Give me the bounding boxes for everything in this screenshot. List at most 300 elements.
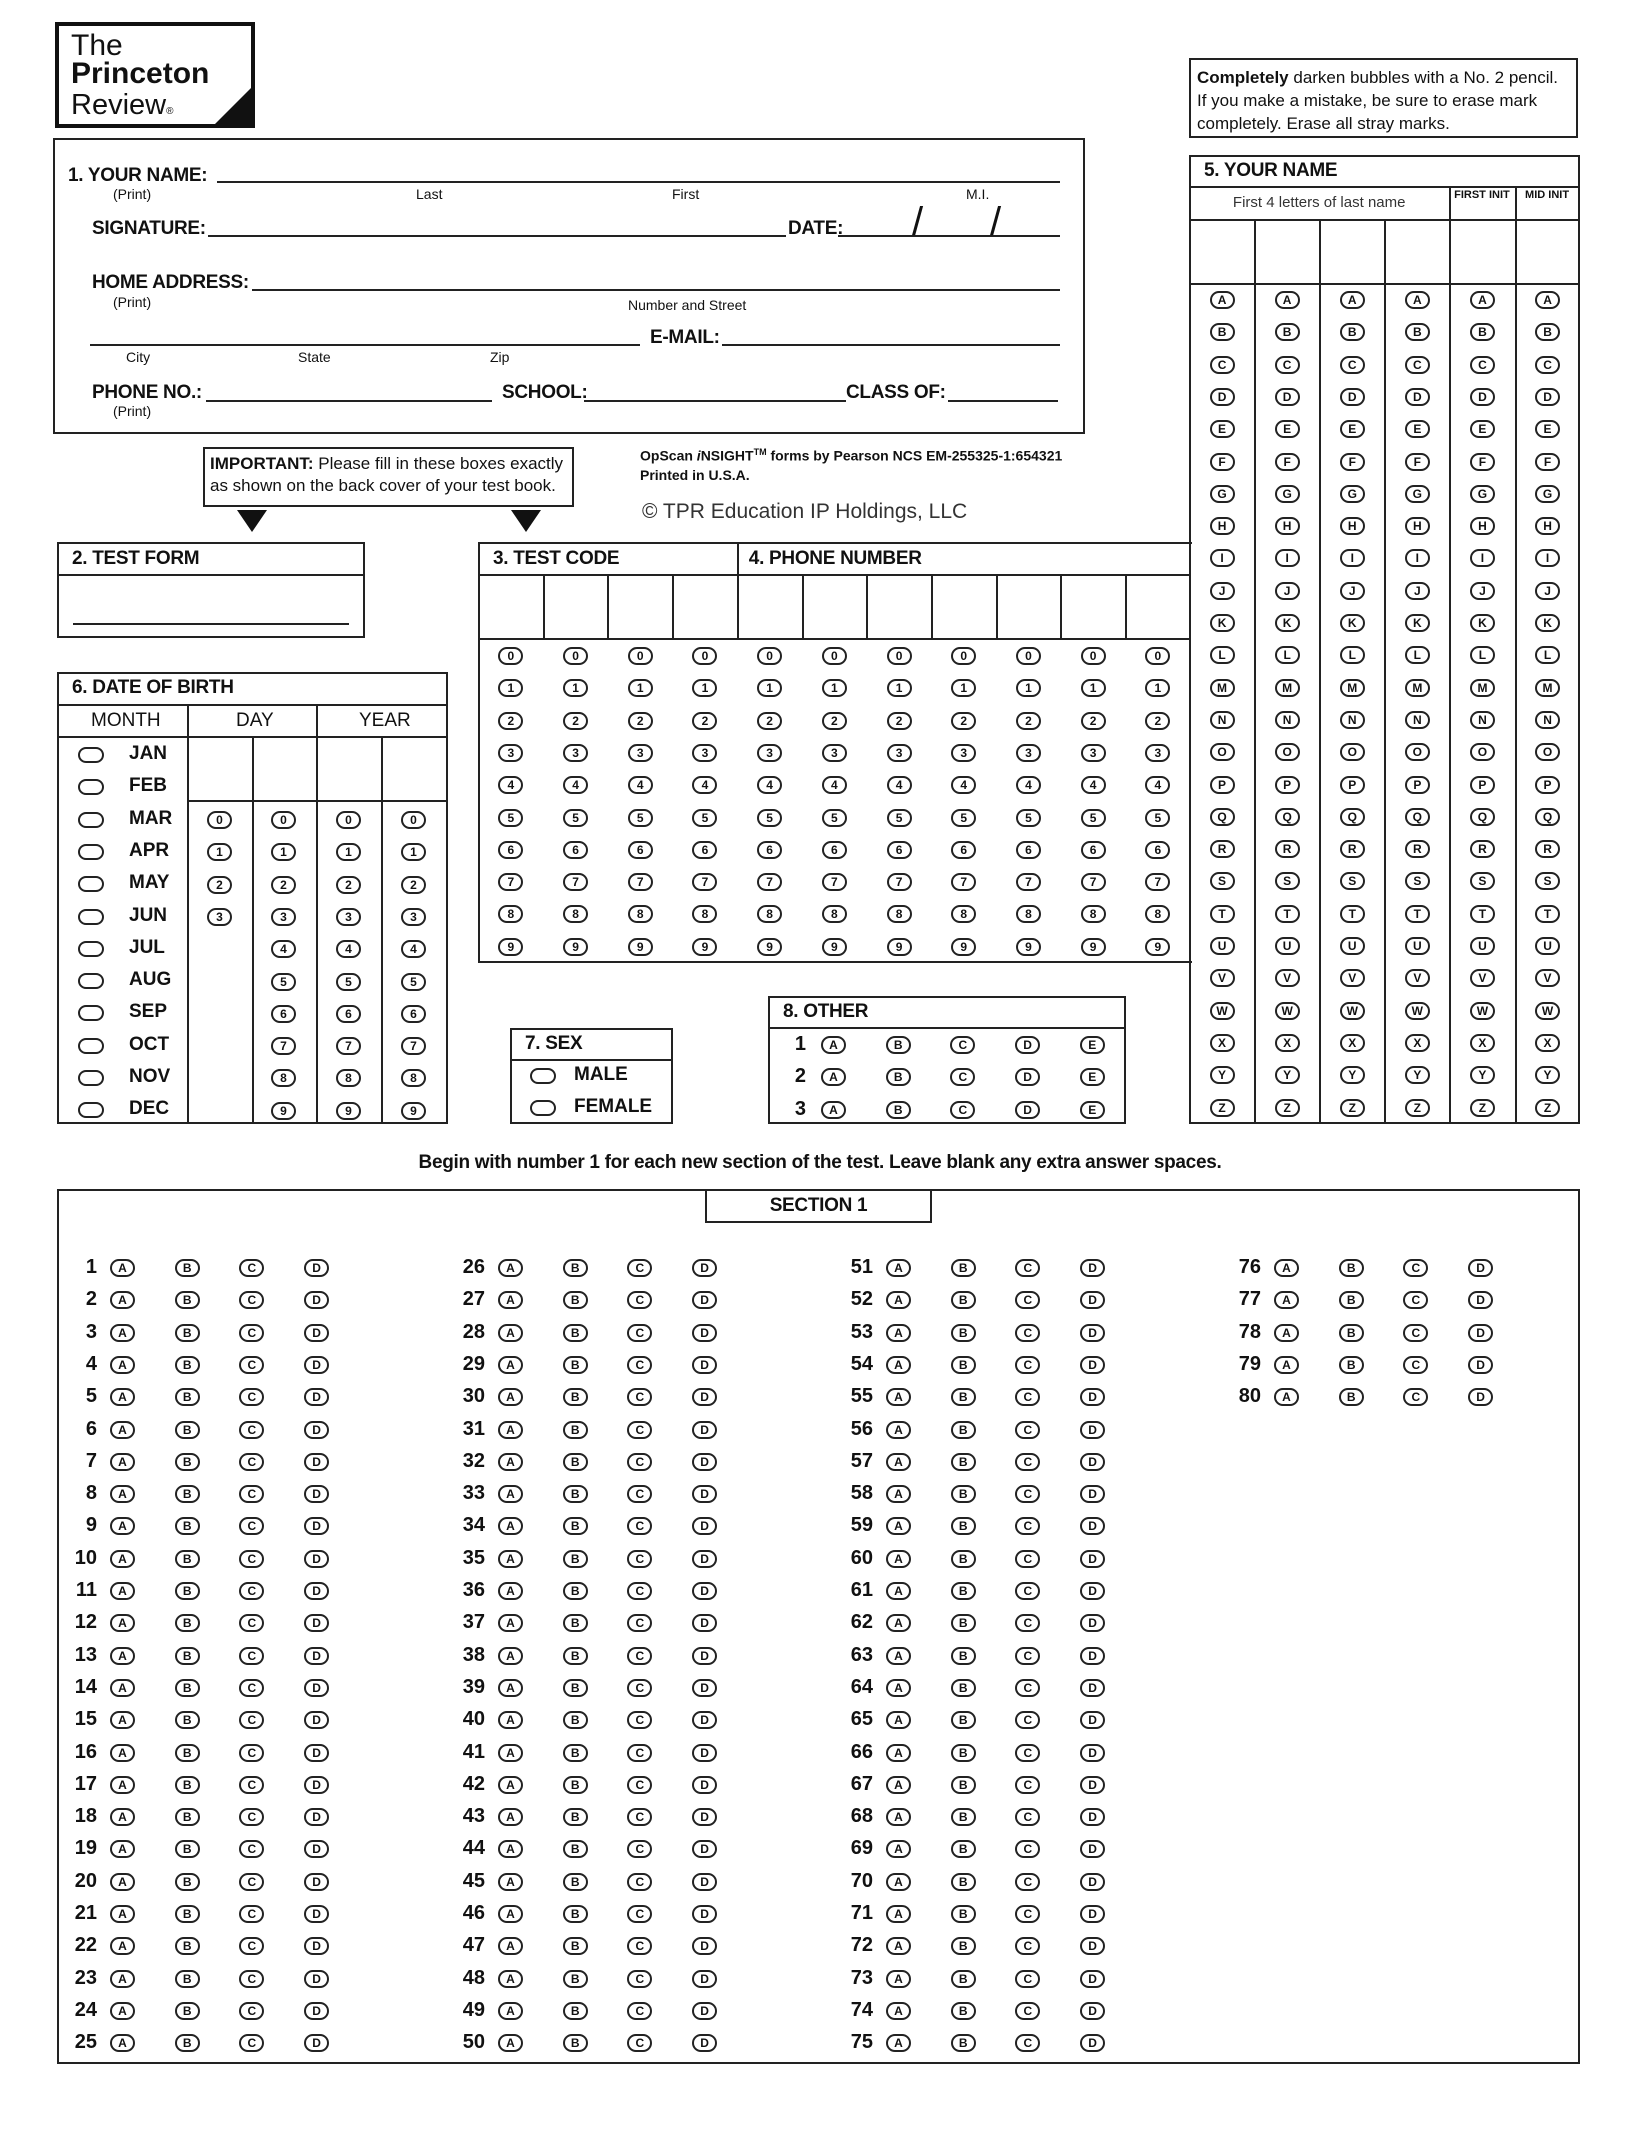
answer-bubble[interactable]: B xyxy=(175,1905,200,1923)
name-letter-bubble[interactable]: H xyxy=(1405,517,1430,535)
phone-bubble[interactable]: 7 xyxy=(1145,873,1170,891)
name-letter-bubble[interactable]: O xyxy=(1405,743,1430,761)
name-letter-bubble[interactable]: S xyxy=(1405,872,1430,890)
answer-bubble[interactable]: A xyxy=(110,1291,135,1309)
phone-bubble[interactable]: 3 xyxy=(757,744,782,762)
answer-bubble[interactable]: C xyxy=(627,1744,652,1762)
dob-bubble[interactable]: 9 xyxy=(271,1102,296,1120)
answer-bubble[interactable]: B xyxy=(951,1808,976,1826)
answer-bubble[interactable]: A xyxy=(886,1517,911,1535)
name-letter-bubble[interactable]: C xyxy=(1275,356,1300,374)
answer-bubble[interactable]: A xyxy=(886,1873,911,1891)
test-code-bubble[interactable]: 2 xyxy=(563,712,588,730)
answer-bubble[interactable]: D xyxy=(304,1970,329,1988)
name-letter-bubble[interactable]: D xyxy=(1405,388,1430,406)
test-code-bubble[interactable]: 0 xyxy=(498,647,523,665)
name-letter-bubble[interactable]: V xyxy=(1340,969,1365,987)
answer-bubble[interactable]: A xyxy=(886,1550,911,1568)
phone-bubble[interactable]: 0 xyxy=(757,647,782,665)
answer-bubble[interactable]: A xyxy=(498,1614,523,1632)
answer-bubble[interactable]: A xyxy=(886,1324,911,1342)
answer-bubble[interactable]: C xyxy=(627,1647,652,1665)
answer-bubble[interactable]: B xyxy=(175,1550,200,1568)
test-code-bubble[interactable]: 3 xyxy=(692,744,717,762)
answer-bubble[interactable]: B xyxy=(563,1324,588,1342)
phone-bubble[interactable]: 7 xyxy=(887,873,912,891)
test-code-bubble[interactable]: 1 xyxy=(628,679,653,697)
answer-bubble[interactable]: D xyxy=(692,1905,717,1923)
answer-bubble[interactable]: C xyxy=(627,2034,652,2052)
dob-bubble[interactable]: 3 xyxy=(336,908,361,926)
answer-bubble[interactable]: A xyxy=(1274,1291,1299,1309)
test-code-bubble[interactable]: 8 xyxy=(628,905,653,923)
name-letter-bubble[interactable]: U xyxy=(1275,937,1300,955)
name-letter-bubble[interactable]: E xyxy=(1340,420,1365,438)
answer-bubble[interactable]: B xyxy=(175,1744,200,1762)
name-letter-bubble[interactable]: Y xyxy=(1210,1066,1235,1084)
answer-bubble[interactable]: D xyxy=(1468,1259,1493,1277)
phone-bubble[interactable]: 5 xyxy=(951,809,976,827)
phone-bubble[interactable]: 0 xyxy=(887,647,912,665)
answer-bubble[interactable]: D xyxy=(692,1744,717,1762)
name-letter-bubble[interactable]: Y xyxy=(1405,1066,1430,1084)
phone-bubble[interactable]: 2 xyxy=(1081,712,1106,730)
answer-bubble[interactable]: C xyxy=(1015,1582,1040,1600)
answer-bubble[interactable]: B xyxy=(951,1679,976,1697)
dob-bubble[interactable]: 1 xyxy=(336,843,361,861)
answer-bubble[interactable]: C xyxy=(1015,1776,1040,1794)
answer-bubble[interactable]: C xyxy=(1015,1388,1040,1406)
answer-bubble[interactable]: D xyxy=(304,1840,329,1858)
answer-bubble[interactable]: A xyxy=(1274,1356,1299,1374)
answer-bubble[interactable]: D xyxy=(1080,1905,1105,1923)
name-letter-bubble[interactable]: R xyxy=(1275,840,1300,858)
city-state-zip-line[interactable] xyxy=(90,344,640,346)
name-letter-bubble[interactable]: Q xyxy=(1340,808,1365,826)
phone-bubble[interactable]: 9 xyxy=(1145,938,1170,956)
class-of-line[interactable] xyxy=(948,400,1058,402)
answer-bubble[interactable]: D xyxy=(304,1517,329,1535)
name-letter-bubble[interactable]: J xyxy=(1210,582,1235,600)
answer-bubble[interactable]: C xyxy=(627,1453,652,1471)
name-letter-bubble[interactable]: I xyxy=(1470,549,1495,567)
name-letter-bubble[interactable]: C xyxy=(1405,356,1430,374)
phone-bubble[interactable]: 8 xyxy=(887,905,912,923)
answer-bubble[interactable]: A xyxy=(110,1970,135,1988)
phone-bubble[interactable]: 3 xyxy=(1016,744,1041,762)
answer-bubble[interactable]: B xyxy=(951,1485,976,1503)
phone-bubble[interactable]: 9 xyxy=(951,938,976,956)
name-letter-bubble[interactable]: E xyxy=(1210,420,1235,438)
answer-bubble[interactable]: D xyxy=(1080,1711,1105,1729)
answer-bubble[interactable]: D xyxy=(1080,1679,1105,1697)
name-letter-bubble[interactable]: D xyxy=(1470,388,1495,406)
phone-bubble[interactable]: 9 xyxy=(1081,938,1106,956)
dob-bubble[interactable]: 4 xyxy=(271,940,296,958)
answer-bubble[interactable]: B xyxy=(563,2034,588,2052)
answer-bubble[interactable]: D xyxy=(1080,1324,1105,1342)
name-letter-bubble[interactable]: T xyxy=(1405,905,1430,923)
phone-bubble[interactable]: 3 xyxy=(887,744,912,762)
answer-bubble[interactable]: D xyxy=(304,1356,329,1374)
answer-bubble[interactable]: A xyxy=(886,1711,911,1729)
answer-bubble[interactable]: A xyxy=(886,1647,911,1665)
answer-bubble[interactable]: C xyxy=(1015,1324,1040,1342)
date-line[interactable] xyxy=(838,235,1060,237)
female-oval[interactable] xyxy=(530,1100,556,1116)
test-code-bubble[interactable]: 8 xyxy=(498,905,523,923)
phone-bubble[interactable]: 6 xyxy=(757,841,782,859)
answer-bubble[interactable]: D xyxy=(304,1291,329,1309)
name-letter-bubble[interactable]: P xyxy=(1275,776,1300,794)
answer-bubble[interactable]: B xyxy=(563,1582,588,1600)
dob-bubble[interactable]: 5 xyxy=(271,973,296,991)
answer-bubble[interactable]: D xyxy=(1080,1614,1105,1632)
name-letter-bubble[interactable]: A xyxy=(1340,291,1365,309)
answer-bubble[interactable]: C xyxy=(627,1582,652,1600)
phone-bubble[interactable]: 4 xyxy=(1016,776,1041,794)
other-bubble[interactable]: B xyxy=(886,1101,911,1119)
name-letter-bubble[interactable]: W xyxy=(1340,1002,1365,1020)
answer-bubble[interactable]: B xyxy=(563,1937,588,1955)
answer-bubble[interactable]: B xyxy=(563,1388,588,1406)
answer-bubble[interactable]: D xyxy=(692,1517,717,1535)
name-letter-bubble[interactable]: K xyxy=(1275,614,1300,632)
answer-bubble[interactable]: D xyxy=(1080,1517,1105,1535)
answer-bubble[interactable]: B xyxy=(563,1970,588,1988)
answer-bubble[interactable]: A xyxy=(110,2034,135,2052)
answer-bubble[interactable]: C xyxy=(239,1550,264,1568)
answer-bubble[interactable]: D xyxy=(1080,1937,1105,1955)
answer-bubble[interactable]: C xyxy=(239,1970,264,1988)
answer-bubble[interactable]: B xyxy=(175,1356,200,1374)
answer-bubble[interactable]: A xyxy=(498,1582,523,1600)
answer-bubble[interactable]: A xyxy=(1274,1388,1299,1406)
answer-bubble[interactable]: B xyxy=(563,1453,588,1471)
dob-bubble[interactable]: 2 xyxy=(336,876,361,894)
answer-bubble[interactable]: C xyxy=(239,1582,264,1600)
phone-bubble[interactable]: 1 xyxy=(1016,679,1041,697)
answer-bubble[interactable]: D xyxy=(692,1421,717,1439)
name-letter-bubble[interactable]: R xyxy=(1210,840,1235,858)
name-letter-bubble[interactable]: R xyxy=(1405,840,1430,858)
answer-bubble[interactable]: A xyxy=(110,1937,135,1955)
answer-bubble[interactable]: C xyxy=(239,1647,264,1665)
answer-bubble[interactable]: A xyxy=(498,1905,523,1923)
answer-bubble[interactable]: A xyxy=(886,1388,911,1406)
phone-bubble[interactable]: 7 xyxy=(757,873,782,891)
answer-bubble[interactable]: D xyxy=(304,1647,329,1665)
test-code-bubble[interactable]: 8 xyxy=(692,905,717,923)
answer-bubble[interactable]: D xyxy=(1468,1388,1493,1406)
answer-bubble[interactable]: C xyxy=(627,1970,652,1988)
name-letter-bubble[interactable]: M xyxy=(1405,679,1430,697)
name-letter-bubble[interactable]: W xyxy=(1405,1002,1430,1020)
answer-bubble[interactable]: A xyxy=(886,1840,911,1858)
name-letter-bubble[interactable]: O xyxy=(1470,743,1495,761)
male-oval[interactable] xyxy=(530,1068,556,1084)
other-bubble[interactable]: A xyxy=(821,1068,846,1086)
name-letter-bubble[interactable]: J xyxy=(1470,582,1495,600)
dob-bubble[interactable]: 8 xyxy=(271,1069,296,1087)
school-line[interactable] xyxy=(584,400,846,402)
answer-bubble[interactable]: C xyxy=(1015,1259,1040,1277)
answer-bubble[interactable]: D xyxy=(1080,1776,1105,1794)
name-letter-bubble[interactable]: G xyxy=(1210,485,1235,503)
name-letter-bubble[interactable]: X xyxy=(1340,1034,1365,1052)
test-code-bubble[interactable]: 5 xyxy=(563,809,588,827)
answer-bubble[interactable]: B xyxy=(563,1485,588,1503)
answer-bubble[interactable]: C xyxy=(627,1614,652,1632)
name-letter-bubble[interactable]: P xyxy=(1405,776,1430,794)
phone-bubble[interactable]: 2 xyxy=(887,712,912,730)
answer-bubble[interactable]: D xyxy=(692,1970,717,1988)
answer-bubble[interactable]: A xyxy=(886,1259,911,1277)
phone-bubble[interactable]: 0 xyxy=(1145,647,1170,665)
name-letter-bubble[interactable]: P xyxy=(1470,776,1495,794)
answer-bubble[interactable]: A xyxy=(886,1485,911,1503)
name-letter-bubble[interactable]: A xyxy=(1405,291,1430,309)
name-letter-bubble[interactable]: B xyxy=(1405,323,1430,341)
other-bubble[interactable]: E xyxy=(1080,1036,1105,1054)
name-letter-bubble[interactable]: K xyxy=(1340,614,1365,632)
dob-bubble[interactable]: 5 xyxy=(336,973,361,991)
answer-bubble[interactable]: D xyxy=(692,1291,717,1309)
dob-bubble[interactable]: 8 xyxy=(336,1069,361,1087)
phone-bubble[interactable]: 8 xyxy=(1145,905,1170,923)
phone-bubble[interactable]: 6 xyxy=(1145,841,1170,859)
answer-bubble[interactable]: D xyxy=(692,1582,717,1600)
other-bubble[interactable]: B xyxy=(886,1068,911,1086)
name-letter-bubble[interactable]: Z xyxy=(1405,1099,1430,1117)
other-bubble[interactable]: A xyxy=(821,1036,846,1054)
phone-bubble[interactable]: 1 xyxy=(951,679,976,697)
answer-bubble[interactable]: C xyxy=(239,1776,264,1794)
name-letter-bubble[interactable]: H xyxy=(1470,517,1495,535)
phone-bubble[interactable]: 9 xyxy=(887,938,912,956)
answer-bubble[interactable]: C xyxy=(627,1873,652,1891)
answer-bubble[interactable]: D xyxy=(304,1453,329,1471)
answer-bubble[interactable]: A xyxy=(498,1711,523,1729)
phone-bubble[interactable]: 9 xyxy=(822,938,847,956)
answer-bubble[interactable]: B xyxy=(951,1776,976,1794)
name-letter-bubble[interactable]: Z xyxy=(1470,1099,1495,1117)
answer-bubble[interactable]: A xyxy=(886,2034,911,2052)
answer-bubble[interactable]: A xyxy=(110,1517,135,1535)
answer-bubble[interactable]: A xyxy=(110,1485,135,1503)
answer-bubble[interactable]: A xyxy=(498,1356,523,1374)
answer-bubble[interactable]: C xyxy=(1015,2002,1040,2020)
answer-bubble[interactable]: B xyxy=(175,1388,200,1406)
name-letter-bubble[interactable]: E xyxy=(1275,420,1300,438)
test-code-bubble[interactable]: 1 xyxy=(563,679,588,697)
answer-bubble[interactable]: B xyxy=(175,1582,200,1600)
phone-bubble[interactable]: 8 xyxy=(757,905,782,923)
answer-bubble[interactable]: A xyxy=(886,1421,911,1439)
test-code-bubble[interactable]: 9 xyxy=(498,938,523,956)
answer-bubble[interactable]: C xyxy=(627,1356,652,1374)
answer-bubble[interactable]: B xyxy=(175,1324,200,1342)
answer-bubble[interactable]: B xyxy=(951,1291,976,1309)
answer-bubble[interactable]: D xyxy=(304,1614,329,1632)
answer-bubble[interactable]: A xyxy=(110,1647,135,1665)
name-letter-bubble[interactable]: D xyxy=(1535,388,1560,406)
phone-bubble[interactable]: 5 xyxy=(1081,809,1106,827)
test-code-bubble[interactable]: 3 xyxy=(498,744,523,762)
name-letter-bubble[interactable]: F xyxy=(1340,453,1365,471)
answer-bubble[interactable]: A xyxy=(886,1776,911,1794)
phone-bubble[interactable]: 3 xyxy=(1081,744,1106,762)
answer-bubble[interactable]: B xyxy=(563,1711,588,1729)
name-letter-bubble[interactable]: J xyxy=(1535,582,1560,600)
answer-bubble[interactable]: C xyxy=(1015,1421,1040,1439)
answer-bubble[interactable]: A xyxy=(498,1776,523,1794)
dob-bubble[interactable]: 1 xyxy=(401,843,426,861)
answer-bubble[interactable]: D xyxy=(692,1485,717,1503)
dob-bubble[interactable]: 4 xyxy=(401,940,426,958)
answer-bubble[interactable]: B xyxy=(563,1550,588,1568)
name-letter-bubble[interactable]: B xyxy=(1535,323,1560,341)
answer-bubble[interactable]: C xyxy=(627,1388,652,1406)
answer-bubble[interactable]: D xyxy=(692,1840,717,1858)
answer-bubble[interactable]: C xyxy=(1015,1517,1040,1535)
answer-bubble[interactable]: A xyxy=(110,1873,135,1891)
answer-bubble[interactable]: B xyxy=(951,2002,976,2020)
answer-bubble[interactable]: A xyxy=(1274,1259,1299,1277)
name-letter-bubble[interactable]: R xyxy=(1340,840,1365,858)
answer-bubble[interactable]: D xyxy=(692,1453,717,1471)
answer-bubble[interactable]: B xyxy=(563,2002,588,2020)
dob-bubble[interactable]: 0 xyxy=(207,811,232,829)
name-letter-bubble[interactable]: V xyxy=(1470,969,1495,987)
dob-bubble[interactable]: 1 xyxy=(207,843,232,861)
name-letter-bubble[interactable]: M xyxy=(1210,679,1235,697)
name-letter-bubble[interactable]: B xyxy=(1210,323,1235,341)
answer-bubble[interactable]: A xyxy=(886,1808,911,1826)
other-bubble[interactable]: C xyxy=(950,1068,975,1086)
answer-bubble[interactable]: B xyxy=(563,1905,588,1923)
answer-bubble[interactable]: B xyxy=(1339,1259,1364,1277)
answer-bubble[interactable]: A xyxy=(498,1388,523,1406)
name-letter-bubble[interactable]: W xyxy=(1535,1002,1560,1020)
phone-bubble[interactable]: 2 xyxy=(822,712,847,730)
answer-bubble[interactable]: D xyxy=(1080,1582,1105,1600)
name-letter-bubble[interactable]: F xyxy=(1405,453,1430,471)
answer-bubble[interactable]: B xyxy=(563,1808,588,1826)
test-code-bubble[interactable]: 8 xyxy=(563,905,588,923)
test-code-bubble[interactable]: 7 xyxy=(563,873,588,891)
answer-bubble[interactable]: D xyxy=(692,1776,717,1794)
name-letter-bubble[interactable]: F xyxy=(1470,453,1495,471)
phone-bubble[interactable]: 5 xyxy=(1016,809,1041,827)
answer-bubble[interactable]: D xyxy=(304,1485,329,1503)
answer-bubble[interactable]: B xyxy=(175,2002,200,2020)
answer-bubble[interactable]: B xyxy=(1339,1324,1364,1342)
name-letter-bubble[interactable]: H xyxy=(1210,517,1235,535)
answer-bubble[interactable]: B xyxy=(951,1582,976,1600)
answer-bubble[interactable]: D xyxy=(1080,1291,1105,1309)
phone-bubble[interactable]: 4 xyxy=(757,776,782,794)
answer-bubble[interactable]: A xyxy=(498,1291,523,1309)
answer-bubble[interactable]: B xyxy=(563,1744,588,1762)
name-letter-bubble[interactable]: N xyxy=(1535,711,1560,729)
answer-bubble[interactable]: A xyxy=(886,1582,911,1600)
phone-bubble[interactable]: 3 xyxy=(951,744,976,762)
answer-bubble[interactable]: C xyxy=(627,1937,652,1955)
answer-bubble[interactable]: D xyxy=(304,1711,329,1729)
name-letter-bubble[interactable]: Q xyxy=(1470,808,1495,826)
answer-bubble[interactable]: C xyxy=(239,1356,264,1374)
answer-bubble[interactable]: A xyxy=(110,1582,135,1600)
answer-bubble[interactable]: B xyxy=(175,1711,200,1729)
answer-bubble[interactable]: D xyxy=(692,1647,717,1665)
dob-bubble[interactable]: 6 xyxy=(401,1005,426,1023)
test-code-bubble[interactable]: 2 xyxy=(498,712,523,730)
phone-bubble[interactable]: 4 xyxy=(1081,776,1106,794)
phone-bubble[interactable]: 8 xyxy=(1016,905,1041,923)
dob-bubble[interactable]: 4 xyxy=(336,940,361,958)
answer-bubble[interactable]: D xyxy=(304,2034,329,2052)
answer-bubble[interactable]: C xyxy=(239,1744,264,1762)
answer-bubble[interactable]: B xyxy=(1339,1356,1364,1374)
other-bubble[interactable]: A xyxy=(821,1101,846,1119)
answer-bubble[interactable]: A xyxy=(110,1808,135,1826)
answer-bubble[interactable]: C xyxy=(627,1711,652,1729)
name-letter-bubble[interactable]: P xyxy=(1340,776,1365,794)
answer-bubble[interactable]: A xyxy=(886,1679,911,1697)
name-line[interactable] xyxy=(217,181,1060,183)
name-letter-bubble[interactable]: B xyxy=(1470,323,1495,341)
answer-bubble[interactable]: B xyxy=(951,1905,976,1923)
name-letter-bubble[interactable]: S xyxy=(1470,872,1495,890)
phone-bubble[interactable]: 8 xyxy=(1081,905,1106,923)
answer-bubble[interactable]: B xyxy=(175,1776,200,1794)
answer-bubble[interactable]: B xyxy=(175,1873,200,1891)
name-letter-bubble[interactable]: X xyxy=(1275,1034,1300,1052)
answer-bubble[interactable]: C xyxy=(627,1291,652,1309)
answer-bubble[interactable]: C xyxy=(1015,1808,1040,1826)
name-letter-bubble[interactable]: C xyxy=(1470,356,1495,374)
name-letter-bubble[interactable]: Z xyxy=(1275,1099,1300,1117)
answer-bubble[interactable]: A xyxy=(110,1840,135,1858)
answer-bubble[interactable]: A xyxy=(110,1614,135,1632)
answer-bubble[interactable]: D xyxy=(692,1679,717,1697)
phone-bubble[interactable]: 6 xyxy=(951,841,976,859)
phone-bubble[interactable]: 1 xyxy=(887,679,912,697)
dob-bubble[interactable]: 0 xyxy=(271,811,296,829)
name-letter-bubble[interactable]: Y xyxy=(1470,1066,1495,1084)
test-code-bubble[interactable]: 2 xyxy=(628,712,653,730)
name-letter-bubble[interactable]: F xyxy=(1275,453,1300,471)
name-letter-bubble[interactable]: T xyxy=(1470,905,1495,923)
dob-bubble[interactable]: 3 xyxy=(401,908,426,926)
answer-bubble[interactable]: B xyxy=(175,1808,200,1826)
answer-bubble[interactable]: B xyxy=(563,1873,588,1891)
test-code-bubble[interactable]: 7 xyxy=(692,873,717,891)
dob-bubble[interactable]: 2 xyxy=(401,876,426,894)
name-letter-bubble[interactable]: L xyxy=(1275,646,1300,664)
answer-bubble[interactable]: A xyxy=(498,1550,523,1568)
name-letter-bubble[interactable]: U xyxy=(1405,937,1430,955)
answer-bubble[interactable]: C xyxy=(1403,1259,1428,1277)
name-letter-bubble[interactable]: L xyxy=(1535,646,1560,664)
answer-bubble[interactable]: C xyxy=(239,1259,264,1277)
answer-bubble[interactable]: B xyxy=(951,1873,976,1891)
answer-bubble[interactable]: B xyxy=(951,1744,976,1762)
name-letter-bubble[interactable]: J xyxy=(1275,582,1300,600)
phone-bubble[interactable]: 5 xyxy=(757,809,782,827)
answer-bubble[interactable]: C xyxy=(1015,1840,1040,1858)
